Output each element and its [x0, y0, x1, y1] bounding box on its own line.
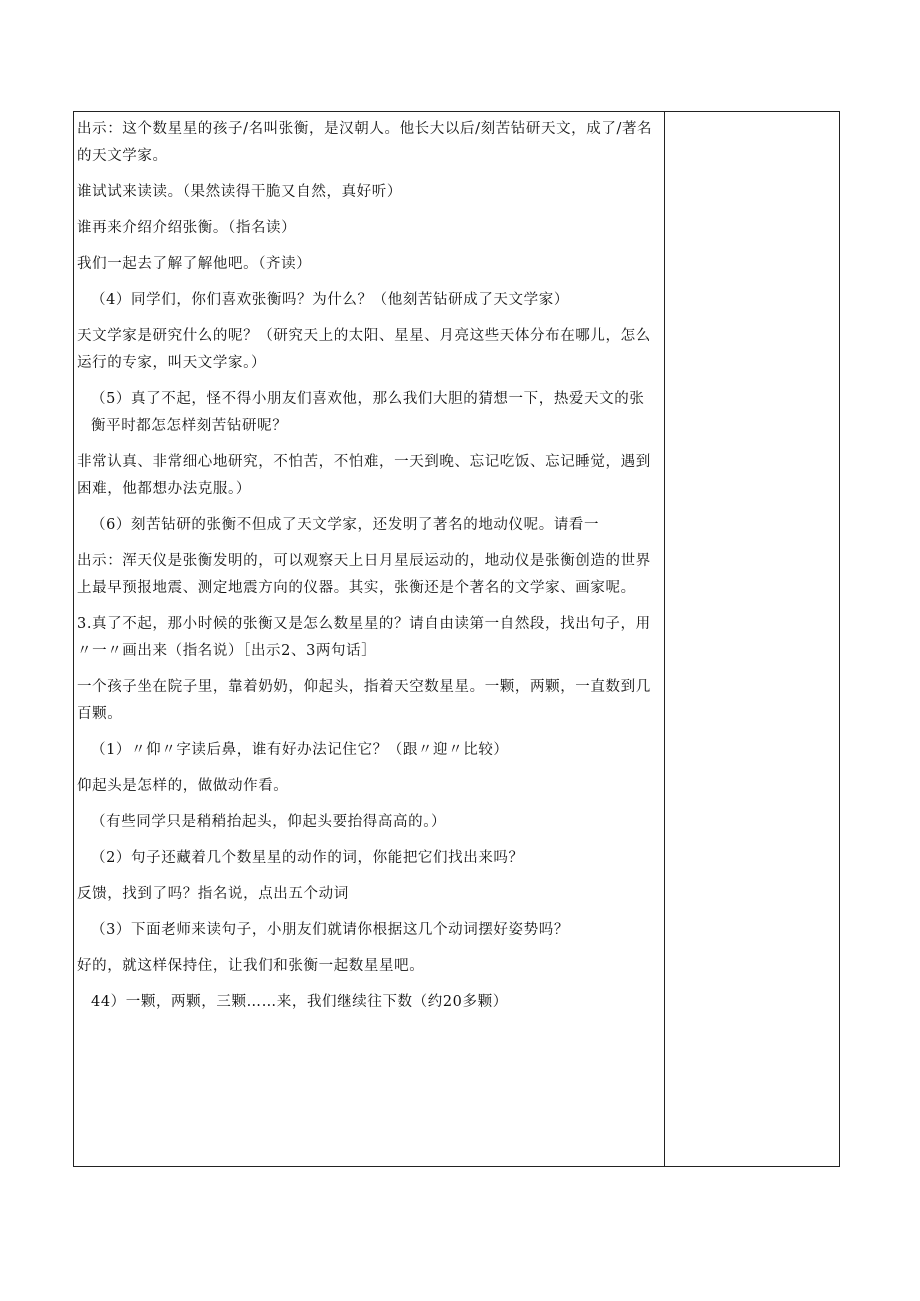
- lesson-paragraph: 谁再来介绍介绍张衡。（指名读）: [77, 220, 297, 236]
- lesson-paragraph: 出示：这个数星星的孩子/名叫张衡，是汉朝人。他长大以后/刻苦钻研天文，成了/著名的天文学家。: [77, 121, 653, 164]
- lesson-paragraph: 谁试试来读读。（果然读得干脆又自然，真好听）: [77, 184, 402, 200]
- lesson-paragraph: 仰起头是怎样的，做做动作看。: [77, 778, 289, 794]
- lesson-paragraph: （3）下面老师来读句子，小朋友们就请你根据这几个动词摆好姿势吗？: [91, 922, 569, 938]
- lesson-table: [73, 111, 840, 1167]
- lesson-paragraph: （5）真了不起，怪不得小朋友们喜欢他，那么我们大胆的猜想一下，热爱天文的张衡平时都怎怎样刻苦钻研呢？: [91, 391, 645, 434]
- lesson-paragraph: （6）刻苦钻研的张衡不但成了天文学家，还发明了著名的地动仪呢。请看一: [91, 517, 600, 533]
- lesson-paragraph: 44）一颗，两颗，三颗……来，我们继续往下数（约20多颗）: [91, 994, 508, 1010]
- lesson-paragraph: 一个孩子坐在院子里，靠着奶奶，仰起头，指着天空数星星。一颗，两颗，一直数到几百颗。: [77, 679, 651, 722]
- lesson-paragraph: 反馈，找到了吗？指名说，点出五个动词: [77, 886, 349, 902]
- lesson-paragraph: （1）〃仰〃字读后鼻，谁有好办法记住它？（跟〃迎〃比较）: [91, 742, 509, 758]
- notes-cell: [665, 112, 839, 1166]
- lesson-paragraph: 3.真了不起，那小时候的张衡又是怎么数星星的？请自由读第一自然段，找出句子，用〃一〃画出来（指名说）［出示2、3两句话］: [77, 616, 651, 659]
- lesson-content-cell: [74, 112, 665, 1166]
- lesson-paragraph: 我们一起去了解了解他吧。（齐读）: [77, 256, 312, 272]
- lesson-paragraph: 非常认真、非常细心地研究，不怕苦，不怕难，一天到晚、忘记吃饭、忘记睡觉，遇到困难，他都想办法克服。）: [77, 454, 651, 497]
- lesson-paragraph: 出示：浑天仪是张衡发明的，可以观察天上日月星辰运动的，地动仪是张衡创造的世界上最早预报地震、测定地震方向的仪器。其实，张衡还是个著名的文学家、画家呢。: [77, 553, 651, 596]
- lesson-paragraph: 好的，就这样保持住，让我们和张衡一起数星星吧。: [77, 958, 425, 974]
- lesson-paragraph: （2）句子还藏着几个数星星的动作的词，你能把它们找出来吗？: [91, 850, 524, 866]
- lesson-paragraph: （4）同学们，你们喜欢张衡吗？为什么？（他刻苦钻研成了天文学家）: [91, 292, 569, 308]
- lesson-paragraph: （有些同学只是稍稍抬起头，仰起头要抬得高高的。）: [91, 814, 447, 830]
- lesson-paragraph: 天文学家是研究什么的呢？（研究天上的太阳、星星、月亮这些天体分布在哪儿，怎么运行的专家，叫天文学家。）: [77, 328, 651, 371]
